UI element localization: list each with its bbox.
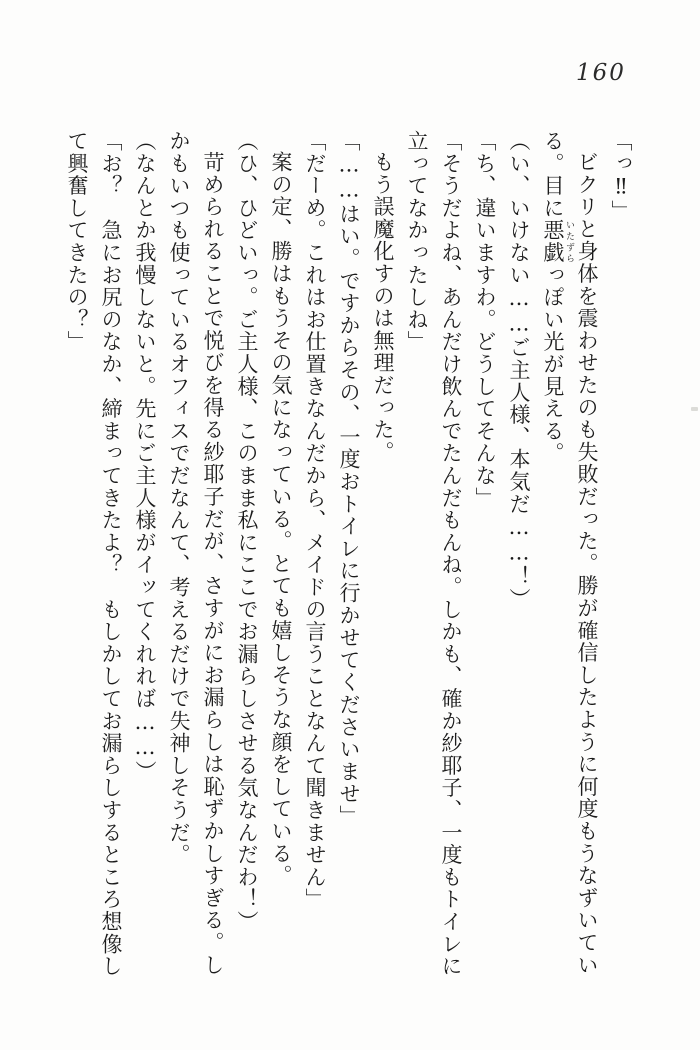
paragraph-dialogue: 「ち、違いますわ。どうしてそんな」 [473,130,497,510]
paragraph-narration: 案の定、勝はもうその気になっている。とても嬉しそうな顔をしている。 [269,151,293,887]
paragraph-dialogue: 「お？ 急にお尻のなか、締まってきたよ？ もしかしてお漏らしするところ想像して興奮してきたの？」 [65,130,123,978]
paragraph-narration: 苛められることで悦びを得る紗耶子だが、さすがにお漏らしは恥ずかしすぎる。しかもいつも使っているオフィスでだなんて、考えるだけで失神しそうだ。 [167,130,225,977]
paragraph-dialogue: 「そうだよね、あんだけ飲んでたんだもんね。しかも、確か紗耶子、一度もトイレに立ってなかったしね」 [405,130,463,978]
paragraph-dialogue: 「だーめ。これはお仕置きなんだから、メイドの言うことなんて聞きません」 [303,130,327,911]
paragraph-narration: ビクリと身体を震わせたのも失敗だった。勝が確信したように何度もうなずいている。目に悪戯 いたずらっぽい光が見える。 [541,130,599,977]
paragraph-dialogue: 「っ‼」 [609,130,633,223]
page-number: 160 [576,60,626,86]
paragraph-monologue: （なんとか我慢しないと。先にご主人様がイッてくれれば……） [133,130,157,783]
paragraph-monologue: （ひ、ひどいっ。ご主人様、このまま私にここでお漏らしさせる気なんだわ！） [235,130,259,933]
paragraph-dialogue: 「……はい。ですからその、一度おトイレに行かせてくださいませ」 [337,130,361,828]
ruby-annotated-word: 悪戯 いたずら [541,219,574,264]
body-text [48,130,638,992]
scan-artifact-mark [691,407,698,411]
paragraph-monologue: （い、いけない……ご主人様、本気だ……！） [507,130,531,611]
paragraph-narration: もう誤魔化すのは無理だった。 [371,151,395,464]
